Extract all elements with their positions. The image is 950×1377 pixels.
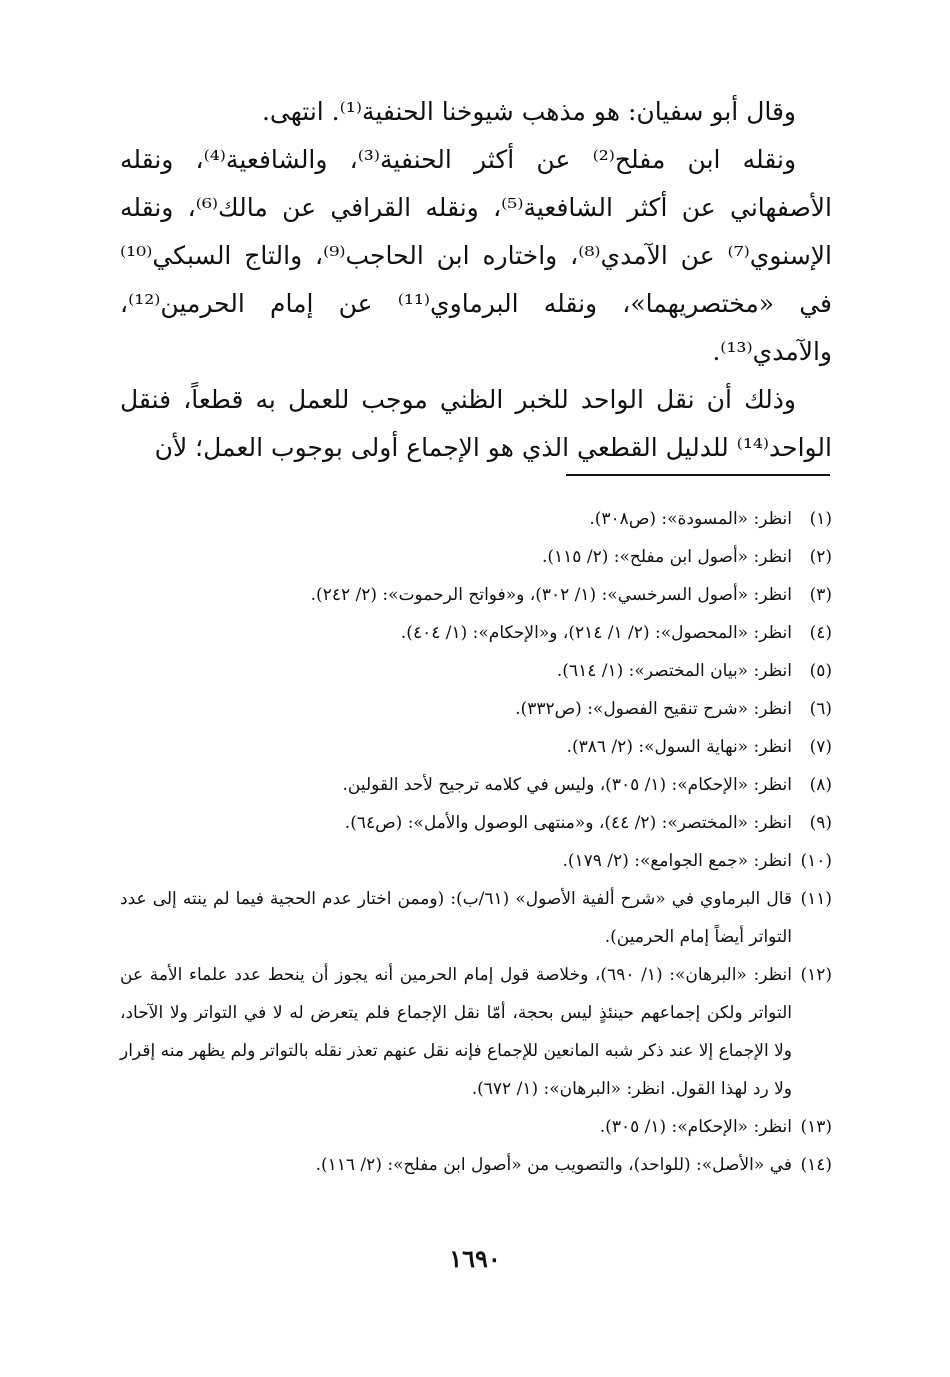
page-number: ١٦٩٠ bbox=[449, 1244, 501, 1273]
footnote-text: انظر: «أصول ابن مفلح»: (٢/ ١١٥). bbox=[541, 547, 792, 567]
footnote-number: (٥) bbox=[809, 661, 832, 681]
footnote bbox=[120, 652, 832, 690]
footnote bbox=[120, 1146, 832, 1184]
footnote-text: انظر: «بيان المختصر»: (١/ ٦١٤). bbox=[556, 661, 792, 681]
footnote-text: قال البرماوي في «شرح ألفية الأصول» (٦١/ب): (وممن اختار عدم الحجية فيما لم ينته إلى عدد التواتر أيضاً إمام الحرمين). bbox=[120, 889, 792, 947]
footnote bbox=[120, 804, 832, 842]
footnote-number: (٩) bbox=[809, 813, 832, 833]
paragraph: وذلك أن نقل الواحد للخبر الظني موجب للعمل به قطعاً، فنقل الواحد⁽¹⁴⁾ للدليل القطعي الذي هو الإجماع أولى بوجوب العمل؛ لأن bbox=[120, 385, 832, 462]
footnote-text: في «الأصل»: (للواحد)، والتصويب من «أصول ابن مفلح»: (٢/ ١١٦). bbox=[315, 1155, 792, 1175]
footnote bbox=[120, 956, 832, 1108]
footnote-text: انظر: «نهاية السول»: (٢/ ٣٨٦). bbox=[566, 737, 792, 757]
footnote bbox=[120, 500, 832, 538]
footnote-text: انظر: «الإحكام»: (١/ ٣٠٥)، وليس في كلامه ترجيح لأحد القولين. bbox=[342, 775, 792, 795]
footnote-text: انظر: «البرهان»: (١/ ٦٩٠)، وخلاصة قول إمام الحرمين أنه يجوز أن ينحط عدد علماء الأمة عن التواتر ولكن إجماعهم حينئذٍ ليس بحجة، أمّا نقل الإجماع فلم يتعرض له لا في التواتر ولا الآحاد، ولا الإجماع إلا عند ذكر شبه المانعين للإجماع فإنه نقل عنهم تعذر نقله بالتواتر ولم يظهر منه إقرار ولا رد لهذا القول. انظر: «البرهان»: (١/ ٦٧٢). bbox=[120, 965, 792, 1099]
footnote bbox=[120, 728, 832, 766]
main-text bbox=[120, 88, 832, 472]
footnote-number: (١٣) bbox=[800, 1117, 832, 1137]
footnote bbox=[120, 614, 832, 652]
footnote-number: (٢) bbox=[809, 547, 832, 567]
footnote bbox=[120, 880, 832, 956]
footnote bbox=[120, 576, 832, 614]
footnote-text: انظر: «المسودة»: (ص٣٠٨). bbox=[589, 509, 792, 529]
paragraph: ونقله ابن مفلح⁽²⁾ عن أكثر الحنفية⁽³⁾، والشافعية⁽⁴⁾، ونقله الأصفهاني عن أكثر الشافعية⁽⁵⁾، ونقله القرافي عن مالك⁽⁶⁾، ونقله الإسنوي⁽⁷⁾ عن الآمدي⁽⁸⁾، واختاره ابن الحاجب⁽⁹⁾، والتاج السبكي⁽¹⁰⁾ في «مختصريهما»، ونقله البرماوي⁽¹¹⁾ عن إمام الحرمين⁽¹²⁾، والآمدي⁽¹³⁾. bbox=[120, 145, 832, 366]
footnote-text: انظر: «شرح تنقيح الفصول»: (ص٣٣٢). bbox=[515, 699, 792, 719]
footnotes-list bbox=[120, 500, 832, 1184]
footnote-text: انظر: «المحصول»: (٢/ ١/ ٢١٤)، و«الإحكام»: (١/ ٤٠٤). bbox=[400, 623, 792, 643]
footnote bbox=[120, 842, 832, 880]
footnote-number: (١٤) bbox=[800, 1155, 832, 1175]
footnote-number: (٧) bbox=[809, 737, 832, 757]
footnote-number: (٣) bbox=[809, 585, 832, 605]
footnote-number: (١٢) bbox=[800, 965, 832, 985]
footnote-number: (١٠) bbox=[800, 851, 832, 871]
footnote bbox=[120, 766, 832, 804]
footnote-number: (٨) bbox=[809, 775, 832, 795]
footnote-number: (٦) bbox=[809, 699, 832, 719]
footnote-number: (١١) bbox=[800, 889, 832, 909]
footnote bbox=[120, 1108, 832, 1146]
footnote-separator bbox=[566, 474, 830, 476]
paragraph: وقال أبو سفيان: هو مذهب شيوخنا الحنفية⁽¹⁾. انتهى. bbox=[261, 97, 796, 126]
footnote-text: انظر: «المختصر»: (٢/ ٤٤)، و«منتهى الوصول والأمل»: (ص٦٤). bbox=[344, 813, 792, 833]
footnote bbox=[120, 690, 832, 728]
footnote-text: انظر: «الإحكام»: (١/ ٣٠٥). bbox=[599, 1117, 792, 1137]
footnote-number: (١) bbox=[809, 509, 832, 529]
footnote-number: (٤) bbox=[809, 623, 832, 643]
footnote-text: انظر: «جمع الجوامع»: (٢/ ١٧٩). bbox=[562, 851, 792, 871]
footnote-text: انظر: «أصول السرخسي»: (١/ ٣٠٢)، و«فواتح الرحموت»: (٢/ ٢٤٢). bbox=[310, 585, 792, 605]
footnote bbox=[120, 538, 832, 576]
